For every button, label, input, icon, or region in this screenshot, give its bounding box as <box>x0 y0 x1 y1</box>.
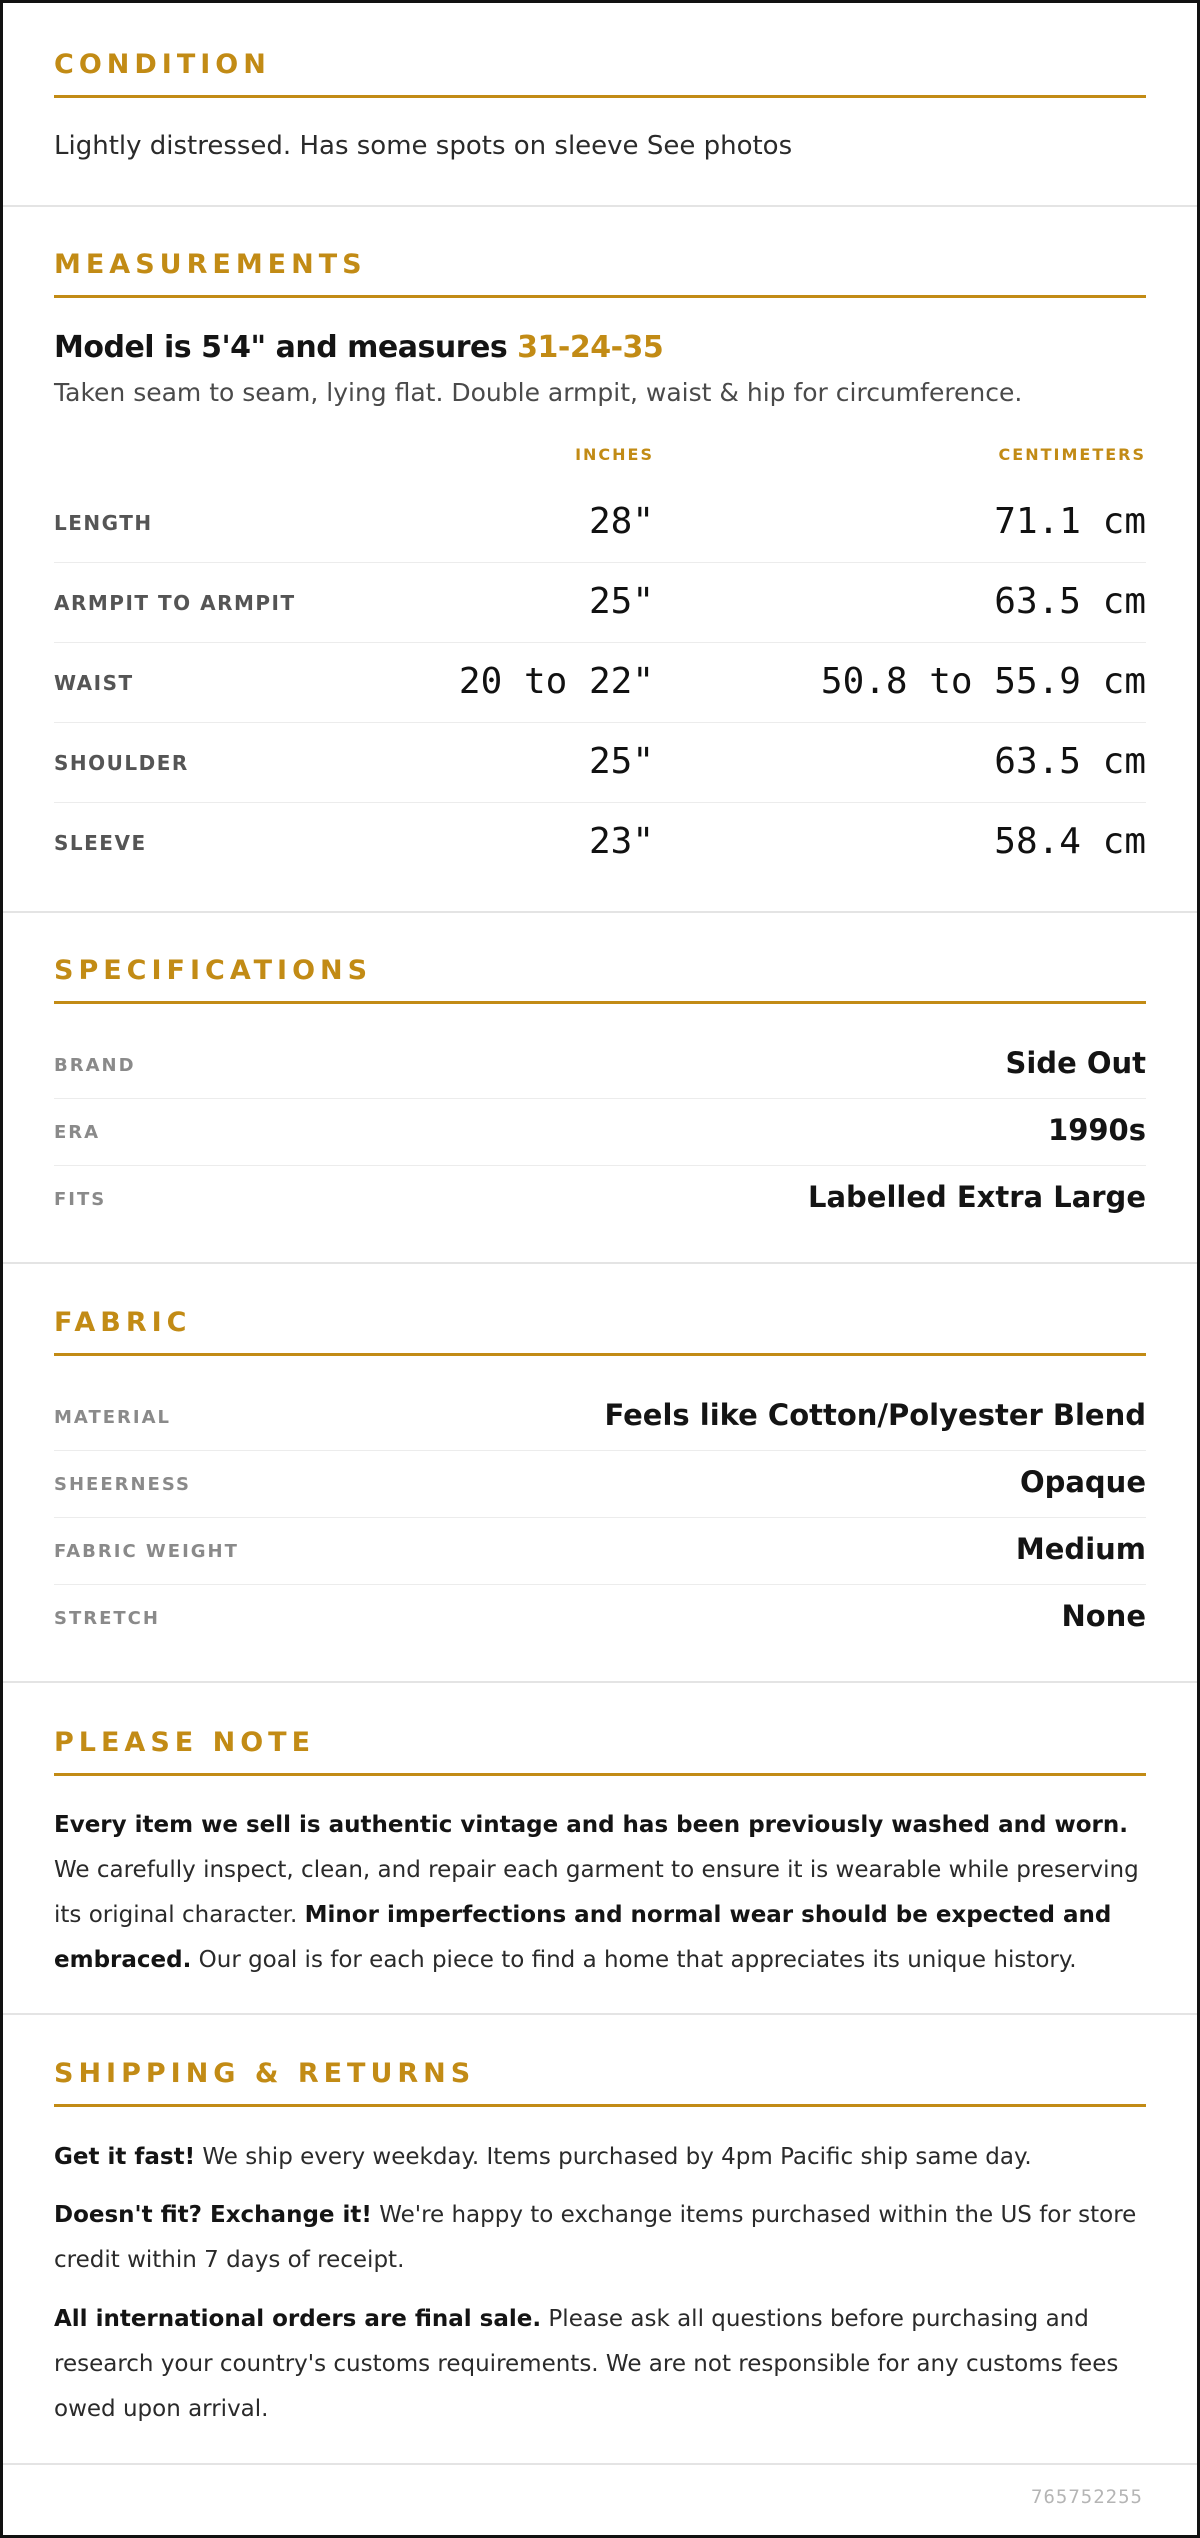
shipping-text-1: We ship every weekday. Items purchased by 4pm Pacific ship same day. <box>195 2144 1032 2170</box>
specifications-heading-rule <box>54 1001 1146 1004</box>
note-bold-2: Minor imperfections and normal wear should be expected and embraced. <box>54 1902 1112 1973</box>
section-divider <box>3 1681 1197 1683</box>
shipping-heading-rule <box>54 2104 1146 2107</box>
shipping-paragraph-3 <box>54 2297 1146 2432</box>
condition-heading-rule <box>54 95 1146 98</box>
please-note-heading: PLEASE NOTE <box>54 1727 316 1758</box>
measurement-centimeters: 63.5 cm <box>994 741 1146 782</box>
measurement-centimeters: 71.1 cm <box>994 501 1146 542</box>
measurement-centimeters: 58.4 cm <box>994 821 1146 862</box>
fabric-value: None <box>1061 1599 1146 1633</box>
spec-row-brand <box>54 1032 1146 1099</box>
measurement-label: LENGTH <box>54 511 153 535</box>
fabric-row-material <box>54 1384 1146 1451</box>
section-divider <box>3 911 1197 913</box>
fabric-heading: FABRIC <box>54 1307 192 1338</box>
measurement-centimeters: 50.8 to 55.9 cm <box>820 661 1146 702</box>
spec-label: ERA <box>54 1122 101 1143</box>
measurement-label: SHOULDER <box>54 751 189 775</box>
measurement-inches: 25" <box>588 741 654 782</box>
spec-value: 1990s <box>1048 1113 1146 1147</box>
measurement-row-armpit <box>54 563 1146 643</box>
spec-value: Side Out <box>1005 1046 1146 1080</box>
condition-heading: CONDITION <box>54 49 271 80</box>
measurement-label: WAIST <box>54 671 134 695</box>
fabric-heading-rule <box>54 1353 1146 1356</box>
fabric-value: Opaque <box>1019 1465 1146 1499</box>
measurement-centimeters: 63.5 cm <box>994 581 1146 622</box>
shipping-bold-1: Get it fast! <box>54 2144 196 2170</box>
model-info <box>54 330 663 365</box>
spec-row-fits <box>54 1166 1146 1233</box>
fabric-label: SHEERNESS <box>54 1474 191 1495</box>
fabric-value: Medium <box>1015 1532 1146 1566</box>
measurement-label: ARMPIT TO ARMPIT <box>54 591 296 615</box>
column-header-centimeters: CENTIMETERS <box>998 445 1146 464</box>
fabric-label: STRETCH <box>54 1608 160 1629</box>
spec-label: BRAND <box>54 1055 136 1076</box>
model-prefix: Model is 5'4" and measures <box>54 330 518 365</box>
shipping-paragraph-2 <box>54 2193 1146 2283</box>
fabric-value: Feels like Cotton/Polyester Blend <box>604 1398 1146 1432</box>
fabric-row-weight <box>54 1518 1146 1585</box>
spec-label: FITS <box>54 1189 107 1210</box>
shipping-bold-3: All international orders are final sale. <box>54 2306 542 2332</box>
note-text-2: Our goal is for each piece to find a home that appreciates its unique history. <box>191 1947 1077 1973</box>
measurement-label: SLEEVE <box>54 831 147 855</box>
section-divider <box>3 1262 1197 1264</box>
measurement-inches: 28" <box>588 501 654 542</box>
note-bold-1: Every item we sell is authentic vintage and has been previously washed and worn. <box>54 1812 1128 1838</box>
measurement-inches: 25" <box>588 581 654 622</box>
spec-value: Labelled Extra Large <box>807 1180 1146 1214</box>
measurement-row-length <box>54 483 1146 563</box>
measurement-row-sleeve <box>54 803 1146 883</box>
measurement-row-shoulder <box>54 723 1146 803</box>
please-note-heading-rule <box>54 1773 1146 1776</box>
measurement-inches: 23" <box>588 821 654 862</box>
measurement-row-waist <box>54 643 1146 723</box>
fabric-row-sheerness <box>54 1451 1146 1518</box>
shipping-text-3: Please ask all questions before purchasing and research your country's customs requirements. We are not responsible for any customs fees owed upon arrival. <box>54 2306 1119 2422</box>
sku-number: 765752255 <box>1031 2486 1143 2508</box>
measurements-heading: MEASUREMENTS <box>54 249 367 280</box>
section-divider <box>3 2463 1197 2465</box>
column-header-inches: INCHES <box>575 445 654 464</box>
section-divider <box>3 2013 1197 2015</box>
section-divider <box>3 205 1197 207</box>
note-text-1: We carefully inspect, clean, and repair each garment to ensure it is wearable while preserving its original character. <box>54 1857 1139 1928</box>
condition-text: Lightly distressed. Has some spots on sleeve See photos <box>54 131 793 161</box>
measurements-heading-rule <box>54 295 1146 298</box>
fabric-label: FABRIC WEIGHT <box>54 1541 239 1562</box>
specifications-heading: SPECIFICATIONS <box>54 955 373 986</box>
shipping-paragraph-1 <box>54 2135 1146 2180</box>
shipping-heading: SHIPPING & RETURNS <box>54 2058 476 2089</box>
measurement-inches: 20 to 22" <box>458 661 654 702</box>
shipping-text-2: We're happy to exchange items purchased within the US for store credit within 7 days of receipt. <box>54 2202 1137 2273</box>
fabric-label: MATERIAL <box>54 1407 171 1428</box>
model-measures: 31-24-35 <box>517 330 664 365</box>
please-note-text <box>54 1803 1146 1983</box>
spec-row-era <box>54 1099 1146 1166</box>
fabric-row-stretch <box>54 1585 1146 1652</box>
shipping-bold-2: Doesn't fit? Exchange it! <box>54 2202 372 2228</box>
measurements-subline: Taken seam to seam, lying flat. Double armpit, waist & hip for circumference. <box>54 378 1023 407</box>
